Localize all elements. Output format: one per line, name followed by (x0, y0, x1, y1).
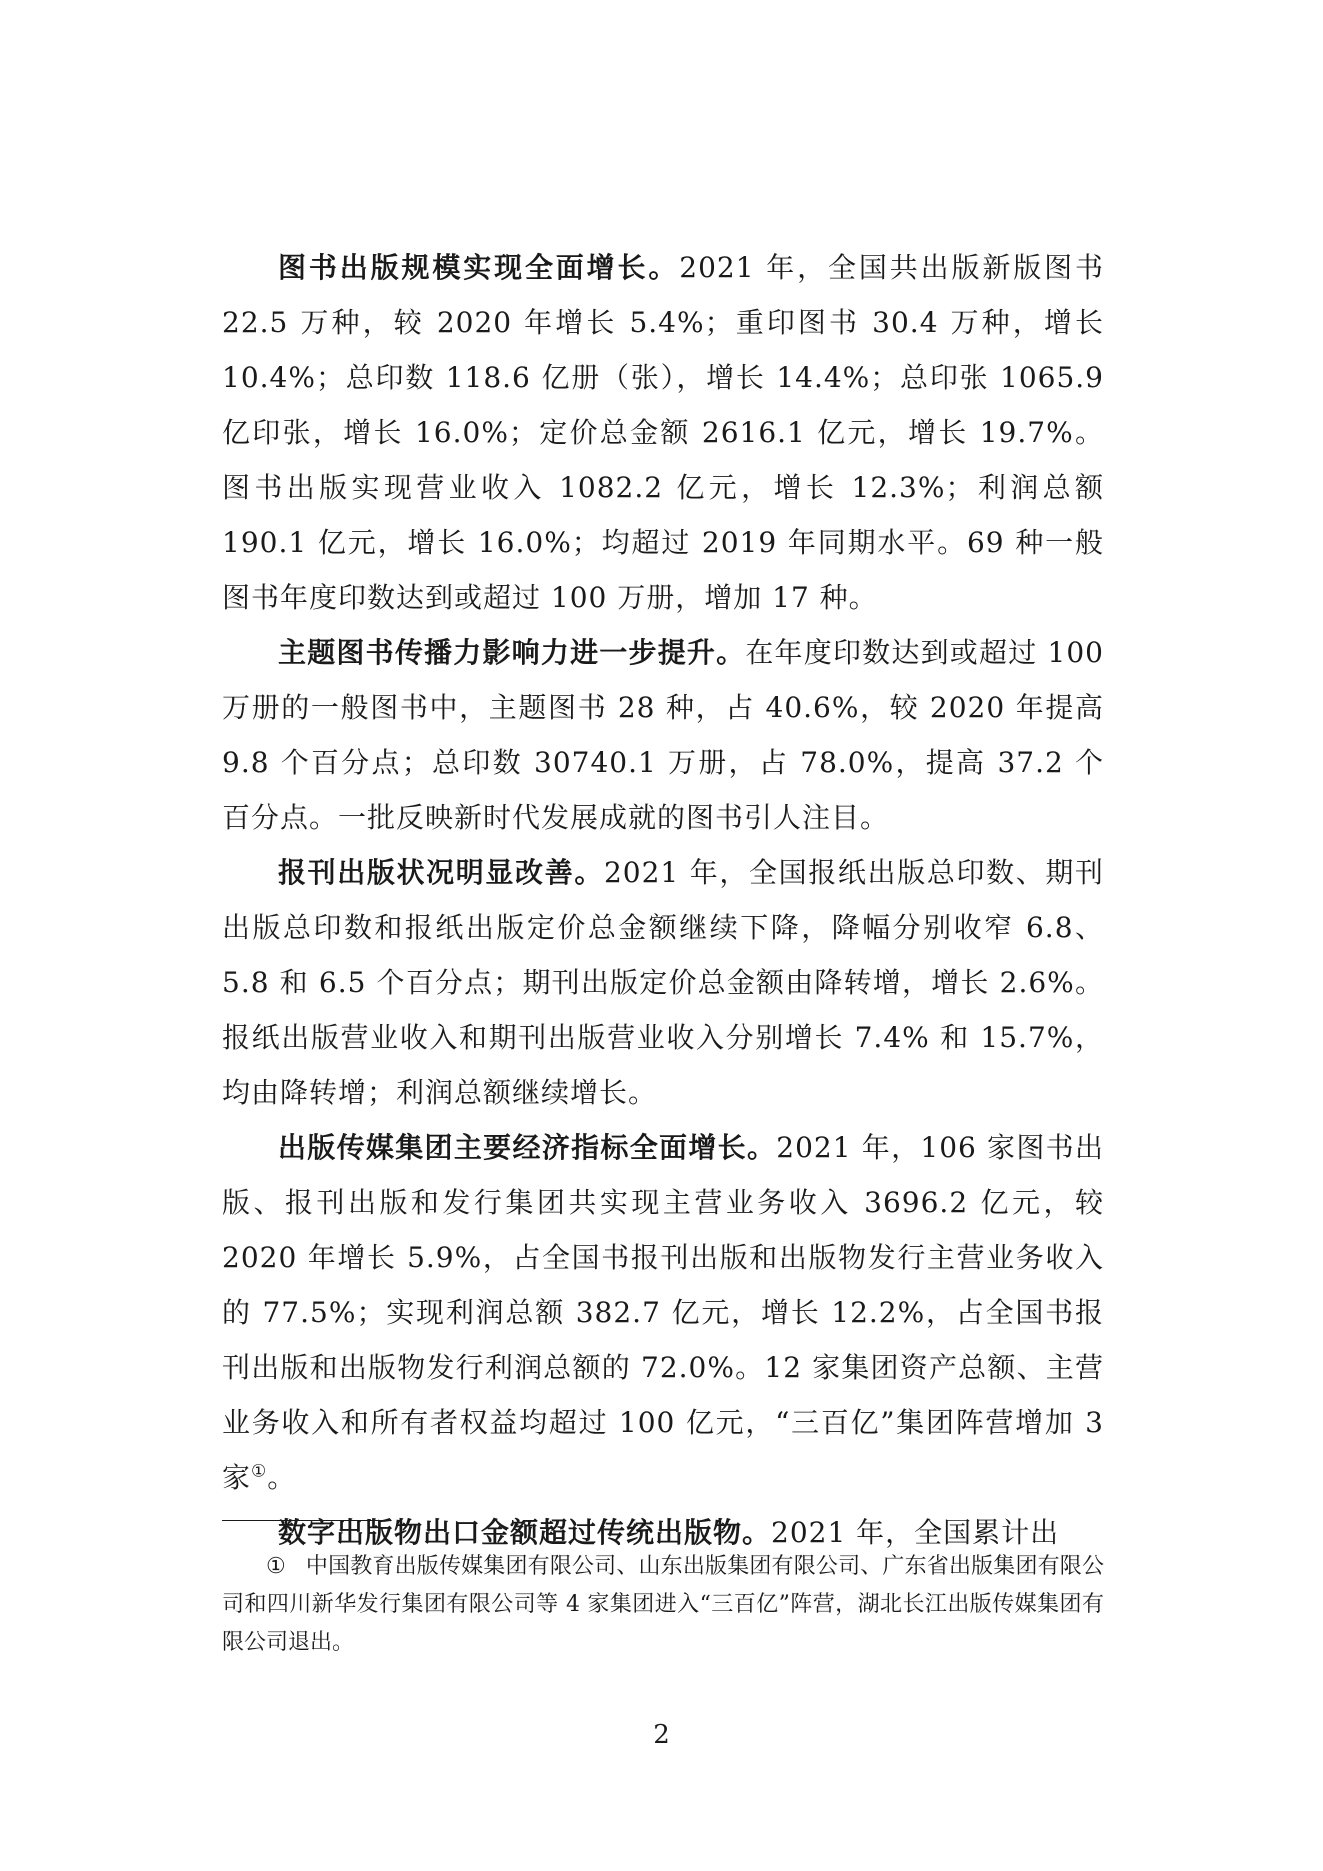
footnote-reference[interactable]: ① (251, 1461, 268, 1482)
footnote-text: 中国教育出版传媒集团有限公司、山东出版集团有限公司、广东省出版集团有限公司和四川新华发行集团有限公司等 4 家集团进入“三百亿”阵营，湖北长江出版传媒集团有限公司退出。 (222, 1554, 1104, 1655)
paragraph-text: 2021 年，全国共出版新版图书 22.5 万种，较 2020 年增长 5.4%；重印图书 30.4 万种，增长 10.4%；总印数 118.6 亿册（张），增长 14.4%；总印张 1065.9 亿印张，增长 16.0%；定价总金额 2616.1 亿元，增长 19.7%。图书出版实现营业收入 1082.2 亿元，增长 12.3%；利润总额 190.1 亿元，增长 16.0%；均超过 2019 年同期水平。69 种一般图书年度印数达到或超过 100 万册，增加 17 种。 (222, 251, 1104, 614)
paragraph-text: 在年度印数达到或超过 100 万册的一般图书中，主题图书 28 种，占 40.6%，较 2020 年提高 9.8 个百分点；总印数 30740.1 万册，占 78.0%，提高 37.2 个百分点。一批反映新时代发展成就的图书引人注目。 (222, 636, 1104, 834)
paragraph-heading: 报刊出版状况明显改善。 (278, 856, 604, 889)
paragraph-heading: 图书出版规模实现全面增长。 (278, 251, 680, 284)
paragraph-text: 2021 年，全国报纸出版总印数、期刊出版总印数和报纸出版定价总金额继续下降，降幅分别收窄 6.8、5.8 和 6.5 个百分点；期刊出版定价总金额由降转增，增长 2.6%。报纸出版营业收入和期刊出版营业收入分别增长 7.4% 和 15.7%，均由降转增；利润总额继续增长。 (222, 856, 1104, 1109)
paragraph-periodicals (222, 845, 1104, 1120)
paragraph-heading: 出版传媒集团主要经济指标全面增长。 (278, 1131, 777, 1164)
paragraph-heading: 数字出版物出口金额超过传统出版物。 (278, 1516, 772, 1549)
paragraph-book-publishing (222, 240, 1104, 625)
footnote-mark: ① (266, 1554, 286, 1579)
page-number: 2 (653, 1720, 670, 1750)
footnote-separator (222, 1520, 382, 1521)
body-text (222, 240, 1104, 1560)
paragraph-heading: 主题图书传播力影响力进一步提升。 (278, 636, 746, 669)
paragraph-text: 2021 年，106 家图书出版、报刊出版和发行集团共实现主营业务收入 3696.2 亿元，较 2020 年增长 5.9%，占全国书报刊出版和出版物发行主营业务收入的 77.5%；实现利润总额 382.7 亿元，增长 12.2%，占全国书报刊出版和出版物发行利润总额的 72.0%。12 家集团资产总额、主营业务收入和所有者权益均超过 100 亿元，“三百亿”集团阵营增加 3 家 (222, 1131, 1104, 1494)
footnote (222, 1548, 1104, 1662)
paragraph-media-groups (222, 1120, 1104, 1505)
paragraph-text-tail: 。 (267, 1461, 297, 1494)
paragraph-theme-books (222, 625, 1104, 845)
paragraph-text: 2021 年，全国累计出 (771, 1516, 1060, 1549)
